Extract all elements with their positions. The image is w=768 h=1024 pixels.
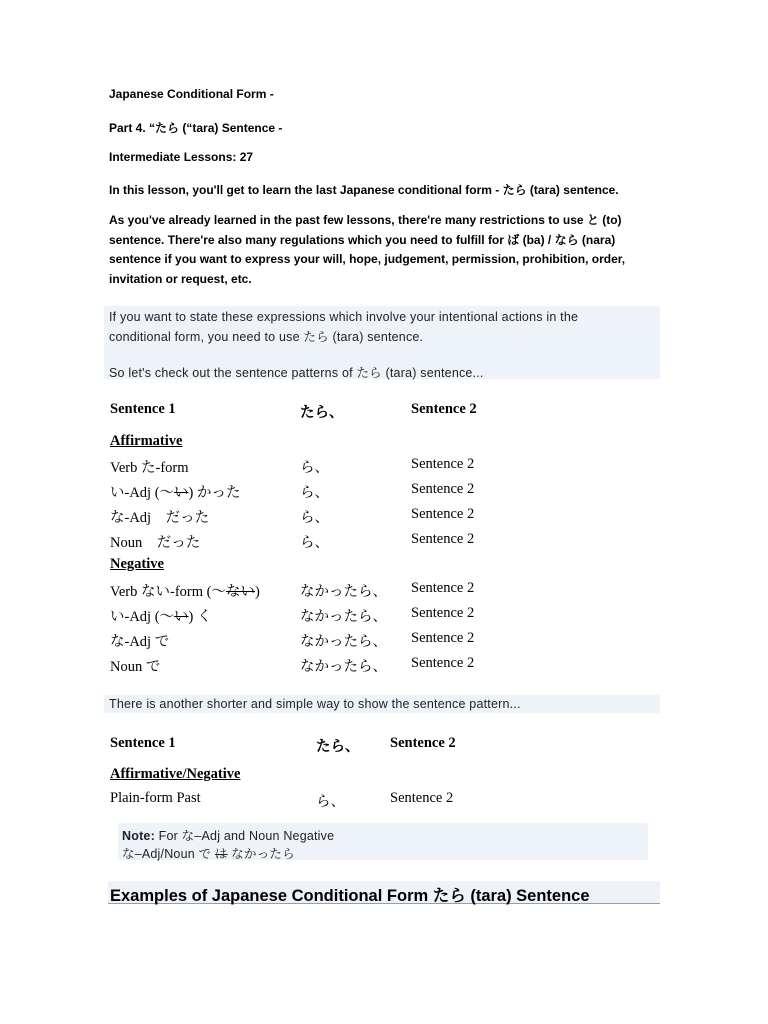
table1-header-sentence2: Sentence 2 <box>411 401 477 417</box>
table1-header-sentence1: Sentence 1 <box>110 401 176 417</box>
form-text: い-Adj (〜 <box>110 609 175 625</box>
form-text: な-Adj で <box>110 634 170 650</box>
form-text: Verb た-form <box>110 460 189 476</box>
negative-form <box>110 630 169 651</box>
restrictions-line-4: invitation or request, etc. <box>109 271 252 286</box>
part-title: Part 4. “たら (“tara) Sentence - <box>109 121 283 135</box>
struck-ending: い <box>174 609 189 625</box>
shorter-way-box <box>104 695 660 713</box>
form-suffix: ) <box>254 584 260 600</box>
note-line-1-text: For な–Adj and Noun Negative <box>154 829 335 843</box>
affirmative-conjunction: ら、 <box>300 460 329 476</box>
restrictions-paragraph <box>109 211 649 289</box>
form-text: Verb ない-form (〜 <box>110 584 226 600</box>
negative-form <box>110 605 212 626</box>
note-line-2 <box>122 844 295 862</box>
note-label: Note: <box>122 829 155 843</box>
info-box-line-3: So let's check out the sentence patterns of たら (tara) sentence... <box>109 366 484 380</box>
negative-conjunction: なかったら、 <box>300 584 387 600</box>
form-text: い-Adj (〜 <box>110 485 175 501</box>
negative-form <box>110 580 260 601</box>
negative-form <box>110 655 160 676</box>
note-line-2-strike: は <box>214 847 228 861</box>
restrictions-line-2: sentence. There're also many regulations which you need to fulfill for ば (ba) / なら (nara) <box>109 232 616 247</box>
negative-sentence2: Sentence 2 <box>411 605 475 621</box>
restrictions-line-1: As you've already learned in the past few lessons, there're many restrictions to use と (to) <box>109 213 622 227</box>
info-box-line-1: If you want to state these expressions which involve your intentional actions in the <box>109 310 579 324</box>
info-box <box>104 306 660 379</box>
table2-header-sentence2: Sentence 2 <box>390 735 456 751</box>
affirmative-conjunction: ら、 <box>300 535 329 551</box>
table1-header-tara: たら、 <box>300 405 344 421</box>
table2-header-tara: たら、 <box>316 739 360 755</box>
restrictions-line-3: sentence if you want to express your will, hope, judgement, permission, prohibition, order, <box>109 252 626 266</box>
negative-sentence2: Sentence 2 <box>411 580 475 596</box>
struck-ending: ない <box>225 584 255 600</box>
struck-ending: い <box>174 485 189 501</box>
plain-form-ra: ら、 <box>316 794 345 810</box>
note-line-1 <box>122 826 334 844</box>
lesson-number: Intermediate Lessons: 27 <box>109 150 254 164</box>
plain-form-past: Plain-form Past <box>110 790 201 806</box>
form-suffix: ) かった <box>188 485 241 501</box>
negative-conjunction: なかったら、 <box>300 634 387 650</box>
note-box <box>118 823 648 860</box>
shorter-way-text: There is another shorter and simple way to show the sentence pattern... <box>109 697 521 711</box>
affirmative-form <box>110 506 209 527</box>
negative-conjunction: なかったら、 <box>300 609 387 625</box>
plain-form-sentence2: Sentence 2 <box>390 790 454 806</box>
examples-heading: Examples of Japanese Conditional Form たら (tara) Sentence <box>110 887 590 905</box>
form-text: Noun だった <box>110 535 201 551</box>
affirmative-conjunction: ら、 <box>300 510 329 526</box>
affirmative-form <box>110 456 189 477</box>
affirmative-form <box>110 481 241 502</box>
negative-sentence2: Sentence 2 <box>411 655 475 671</box>
table2-header-sentence1: Sentence 1 <box>110 735 176 751</box>
form-text: な-Adj だった <box>110 510 210 526</box>
negative-label: Negative <box>110 556 164 572</box>
affirmative-sentence2: Sentence 2 <box>411 531 475 547</box>
affirmative-negative-label: Affirmative/Negative <box>110 766 241 782</box>
negative-conjunction: なかったら、 <box>300 659 387 675</box>
note-line-2-pre: な–Adj/Noun で <box>122 847 215 861</box>
affirmative-conjunction: ら、 <box>300 485 329 501</box>
affirmative-sentence2: Sentence 2 <box>411 481 475 497</box>
intro-text: In this lesson, you'll get to learn the last Japanese conditional form - たら (tara) sentence. <box>109 183 619 197</box>
info-box-line-2: conditional form, you need to use たら (tara) sentence. <box>109 330 424 344</box>
affirmative-form <box>110 531 200 552</box>
document-title: Japanese Conditional Form - <box>109 87 274 101</box>
note-line-2-post: なかったら <box>227 847 295 861</box>
negative-sentence2: Sentence 2 <box>411 630 475 646</box>
affirmative-label: Affirmative <box>110 433 183 449</box>
affirmative-sentence2: Sentence 2 <box>411 506 475 522</box>
form-text: Noun で <box>110 659 161 675</box>
form-suffix: ) く <box>188 609 212 625</box>
examples-heading-bar <box>108 881 660 904</box>
affirmative-sentence2: Sentence 2 <box>411 456 475 472</box>
